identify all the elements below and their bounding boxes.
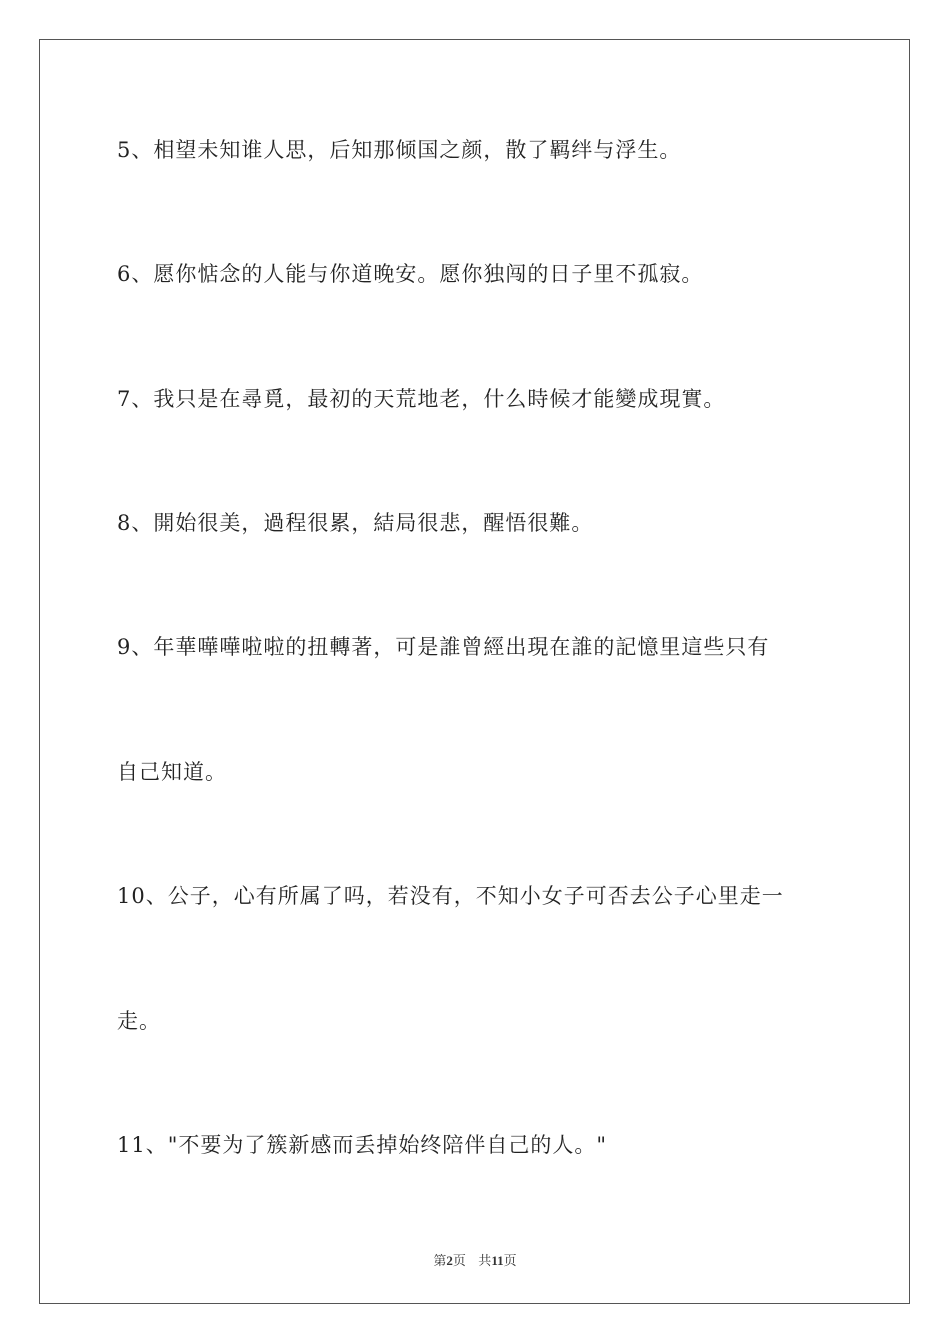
page-prefix: 第	[433, 1254, 447, 1269]
text-line-5: 5、相望未知谁人思，后知那倾国之颜，散了羁绊与浮生。	[117, 138, 682, 162]
page-total: 11	[491, 1253, 504, 1268]
page-current: 2	[446, 1253, 453, 1268]
page-suffix: 页	[452, 1254, 466, 1269]
text-line-11: 11、"不要为了簇新感而丢掉始终陪伴自己的人。"	[117, 1133, 608, 1157]
text-line-6: 6、愿你惦念的人能与你道晚安。愿你独闯的日子里不孤寂。	[117, 262, 704, 286]
text-line-9-continued: 自己知道。	[117, 760, 227, 784]
text-line-10-continued: 走。	[117, 1009, 161, 1033]
text-line-7: 7、我只是在尋覓，最初的天荒地老，什么時候才能變成現實。	[117, 387, 726, 411]
text-line-10: 10、公子，心有所属了吗，若没有，不知小女子可否去公子心里走一	[117, 884, 784, 908]
text-line-8: 8、開始很美，過程很累，結局很悲，醒悟很難。	[117, 511, 594, 535]
page-footer	[0, 1250, 950, 1269]
text-line-9: 9、年華嘩嘩啦啦的扭轉著，可是誰曾經出現在誰的記憶里這些只有	[117, 635, 770, 659]
page-border	[39, 39, 910, 1304]
total-suffix: 页	[503, 1254, 517, 1269]
total-prefix: 共	[478, 1254, 492, 1269]
